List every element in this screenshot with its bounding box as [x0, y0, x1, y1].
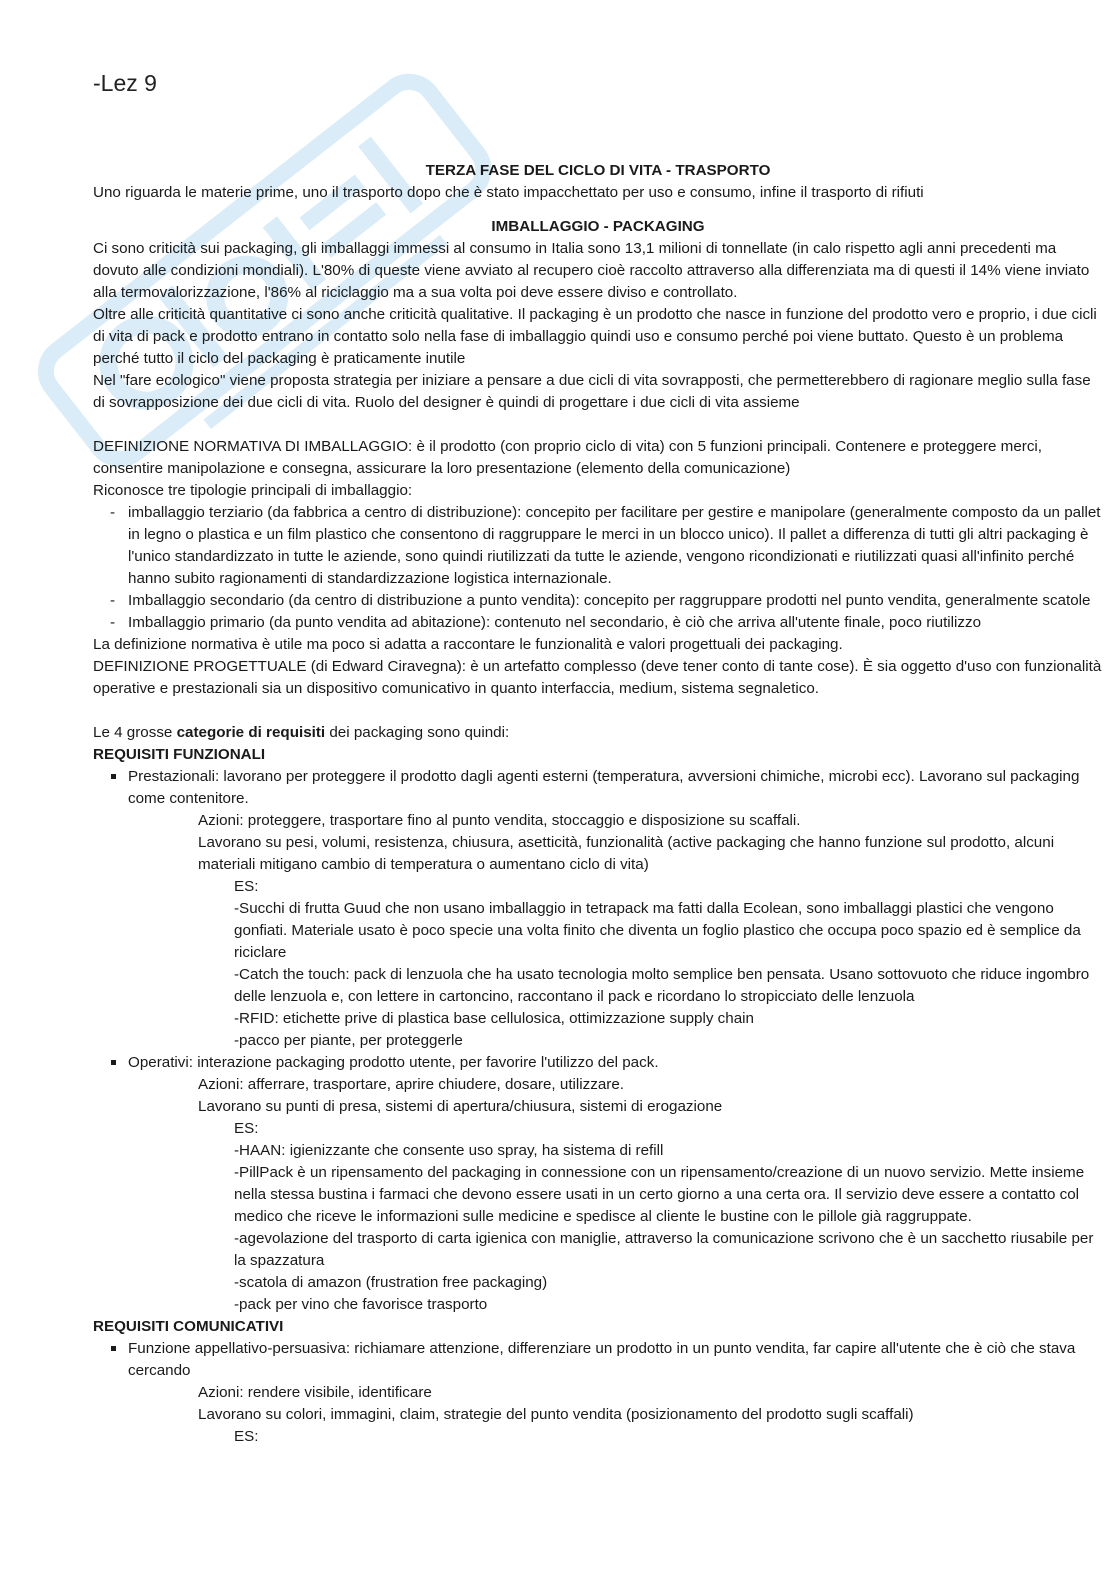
example-item: -Succhi di frutta Guud che non usano imballaggio in tetrapack ma fatti dalla Ecolean, sono imballaggi plastici che vengono gonfiati. Materiale usato è poco specie una volta finito che diventa un foglio plastico che occupa poco spazio ed è semplice da riciclare [234, 900, 1081, 961]
paragraph-definizione-normativa: DEFINIZIONE NORMATIVA DI IMBALLAGGIO: è il prodotto (con proprio ciclo di vita) con 5 funzioni principali. Contenere e proteggere merci, consentire manipolazione e consegna, assicurare la loro presentazione (elemento della comunicazione) [93, 438, 1043, 477]
paragraph-definizione-utile: La definizione normativa è utile ma poco si adatta a raccontare le funzionalità e valori progettuali dei packaging. [93, 636, 843, 653]
example-item: -scatola di amazon (frustration free packaging) [234, 1274, 548, 1291]
paragraph-fare-ecologico: Nel "fare ecologico" viene proposta strategia per iniziare a pensare a due cicli di vita sovrapposti, che permetterebbero di ragionare meglio sulla fase di sovrapposizione dei due cicli di vita. Ruolo del designer è quindi di progettare i due cicli di vita assieme [93, 372, 1091, 411]
bullet-square-icon [111, 774, 116, 779]
list-item-operativi: Operativi: interazione packaging prodotto utente, per favorire l'utilizzo del pack. Azioni: afferrare, trasportare, aprire chiudere, dosare, utilizzare. Lavorano su punti di presa, sistemi di apertura/chiusura, sistemi di erogazione ES: -HAAN: igienizzante che consente uso spray, ha sistema di refill -PillPack è un ripensamento del packaging in connessione con un ripensamento/creazione di un nuovo servizio. Mette insieme nella stessa bustina i farmaci che devono essere usati in un certo giorno a una certa ora. Il servizio deve essere a contatto col medico che riceve le informazioni sulle medicine e spedisce al cliente le bustine con le pillole già raggruppate. -agevolazione del trasporto di carta igienica con maniglie, attraverso la comunicazione scrivono che è un sacchetto riusabile per la spazzatura -scatola di amazon (frustration free packaging) -pack per vino che favorisce trasporto [93, 1052, 1103, 1316]
example-item: -Catch the touch: pack di lenzuola che ha usato tecnologia molto semplice ben pensata. Usano sottovuoto che riduce ingombro delle lenzuola e, con lettere in cartoncino, raccontano il pack e ricordano lo stropicciato delle lenzuola [234, 966, 1090, 1005]
example-item: -pack per vino che favorisce trasporto [234, 1296, 488, 1313]
heading-requisiti-funzionali: REQUISITI FUNZIONALI [93, 746, 266, 763]
paragraph-tipologie: Riconosce tre tipologie principali di imballaggio: [93, 482, 413, 499]
paragraph-qualitative: Oltre alle criticità quantitative ci sono anche criticità qualitative. Il packaging è un prodotto che nasce in funzione del prodotto vero e proprio, i due cicli di vita di pack e prodotto entrano in contatto solo nella fase di imballaggio quindi uso e consumo perché poi viene buttato. Questo è un problema perché tutto il ciclo del packaging è praticamente inutile [93, 306, 1097, 367]
example-item: -HAAN: igienizzante che consente uso spray, ha sistema di refill [234, 1142, 664, 1159]
section-title-packaging: IMBALLAGGIO - PACKAGING [491, 218, 705, 235]
bullet-square-icon [111, 1346, 116, 1351]
requisiti-comunicativi-list [93, 1338, 1103, 1448]
list-item: - Imballaggio primario (da punto vendita ad abitazione): contenuto nel secondario, è ciò che arriva all'utente finale, poco riutilizzo [110, 614, 982, 631]
section-title-trasporto: TERZA FASE DEL CICLO DI VITA - TRASPORTO [425, 162, 771, 179]
heading-requisiti-comunicativi: REQUISITI COMUNICATIVI [93, 1318, 284, 1335]
paragraph-criticita: Ci sono criticità sui packaging, gli imballaggi immessi al consumo in Italia sono 13,1 milioni di tonnellate (in calo rispetto agli anni precedenti ma dovuto alle condizioni mondiali). L'80% di queste viene avviato al recupero cioè raccolto attraverso alla differenziata ma di questi il 14% viene inviato alla termovalorizzazione, l'86% al riciclaggio ma a sua volta poi deve essere diviso e controllato. [93, 240, 1090, 301]
list-item: - imballaggio terziario (da fabbrica a centro di distribuzione): concepito per facilitare per gestire e manipolare (generalmente composto da un pallet in legno o plastica e un film plastico che consentono di raggruppare le merci in un blocco unico). Il pallet a differenza di tutti gli altri packaging è l'unico standardizzato in tutte le aziende, sono quindi riutilizzati da tutte le aziende, vengono ricondizionati e riutilizzati quasi all'infinito perché hanno subito ragionamenti di standardizzazione logistica internazionale. [110, 504, 1101, 587]
example-item: -PillPack è un ripensamento del packaging in connessione con un ripensamento/creazione di un nuovo servizio. Mette insieme nella stessa bustina i farmaci che devono essere usati in un certo giorno a una certa ora. Il servizio deve essere a contatto col medico che riceve le informazioni sulle medicine e spedisce al cliente le bustine con le pillole già raggruppate. [234, 1164, 1085, 1225]
requisiti-funzionali-list [93, 766, 1103, 1316]
bullet-square-icon [111, 1060, 116, 1065]
example-item: -RFID: etichette prive di plastica base cellulosica, ottimizzazione supply chain [234, 1010, 754, 1027]
example-item: -agevolazione del trasporto di carta igienica con maniglie, attraverso la comunicazione scrivono che è un sacchetto riusabile per la spazzatura [234, 1230, 1094, 1269]
page-title: -Lez 9 [93, 70, 157, 96]
list-item-prestazionali: Prestazionali: lavorano per proteggere il prodotto dagli agenti esterni (temperatura, avversioni chimiche, microbi ecc). Lavorano sul packaging come contenitore. Azioni: proteggere, trasportare fino al punto vendita, stoccaggio e disposizione su scaffali. Lavorano su pesi, volumi, resistenza, chiusura, asetticità, funzionalità (active packaging che hanno funzione sul prodotto, alcuni materiali mitigano cambio di temperatura o aumentano ciclo di vita) ES: -Succhi di frutta Guud che non usano imballaggio in tetrapack ma fatti dalla Ecolean, sono imballaggi plastici che vengono gonfiati. Materiale usato è poco specie una volta finito che diventa un foglio plastico che occupa poco spazio ed è semplice da riciclare -Catch the touch: pack di lenzuola che ha usato tecnologia molto semplice ben pensata. Usano sottovuoto che riduce ingombro delle lenzuola e, con lettere in cartoncino, raccontano il pack e ricordano lo stropicciato delle lenzuola -RFID: etichette prive di plastica base cellulosica, ottimizzazione supply chain -pacco per piante, per proteggerle [93, 766, 1103, 1052]
tipologie-list [93, 502, 1103, 634]
example-item: -pacco per piante, per proteggerle [234, 1032, 463, 1049]
paragraph-categorie-intro: Le 4 grosse categorie di requisiti dei packaging sono quindi: [93, 724, 510, 741]
paragraph-definizione-progettuale: DEFINIZIONE PROGETTUALE (di Edward Ciravegna): è un artefatto complesso (deve tener conto di tante cose). È sia oggetto d'uso con funzionalità operative e prestazionali sia un dispositivo comunicativo in quanto interfaccia, medium, sistema segnaletico. [93, 658, 1102, 697]
paragraph-trasporto: Uno riguarda le materie prime, uno il trasporto dopo che è stato impacchettato per uso e consumo, infine il trasporto di rifiuti [93, 184, 924, 201]
list-item-appellativo: Funzione appellativo-persuasiva: richiamare attenzione, differenziare un prodotto in un punto vendita, far capire all'utente che è ciò che stava cercando Azioni: rendere visibile, identificare Lavorano su colori, immagini, claim, strategie del punto vendita (posizionamento del prodotto sugli scaffali) ES: [93, 1338, 1103, 1448]
list-item: - Imballaggio secondario (da centro di distribuzione a punto vendita): concepito per raggruppare prodotti nel punto vendita, generalmente scatole [110, 592, 1091, 609]
document-body [93, 160, 1103, 1448]
